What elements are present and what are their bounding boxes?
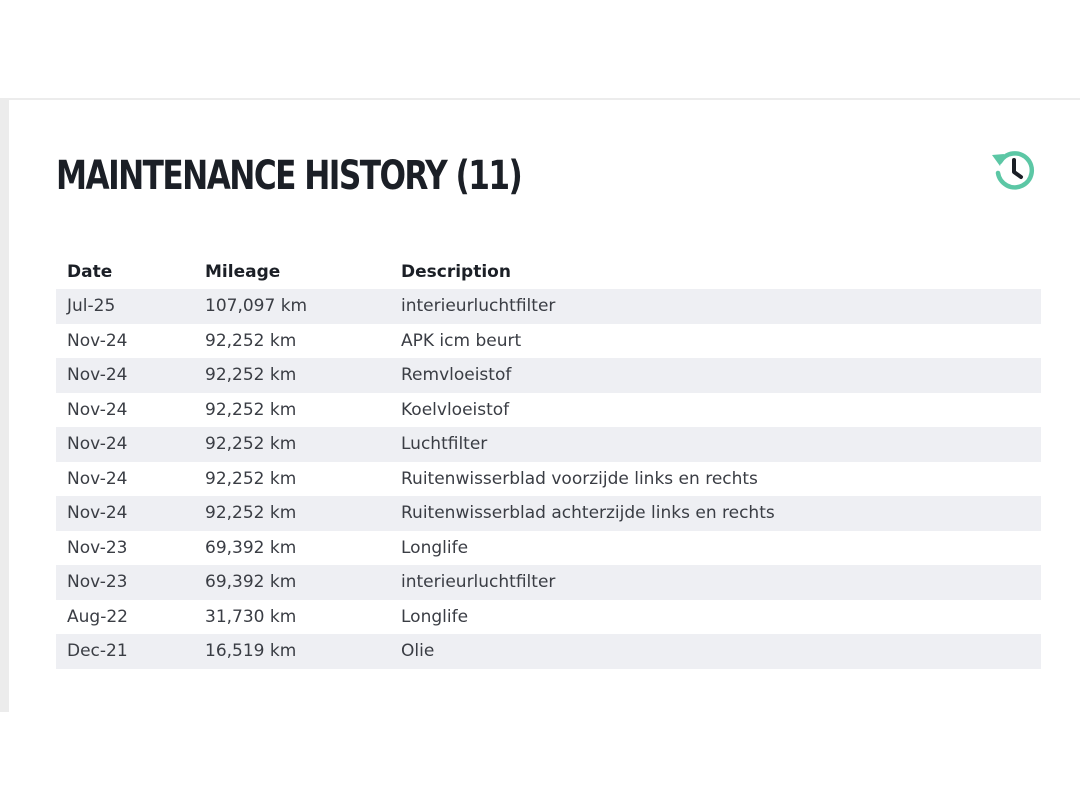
row-date: Nov-24 bbox=[56, 496, 194, 531]
row-description: Ruitenwisserblad voorzijde links en rechts bbox=[390, 462, 1041, 497]
row-date: Nov-23 bbox=[56, 565, 194, 600]
row-date: Nov-24 bbox=[56, 393, 194, 428]
table-row bbox=[56, 600, 1041, 635]
table-row bbox=[56, 496, 1041, 531]
table-row bbox=[56, 427, 1041, 462]
mileage-column-header: Mileage bbox=[205, 262, 281, 282]
row-mileage: 69,392 km bbox=[194, 565, 390, 600]
table-row bbox=[56, 324, 1041, 359]
row-description: Olie bbox=[390, 634, 1041, 669]
row-date: Nov-24 bbox=[56, 358, 194, 393]
table-row bbox=[56, 393, 1041, 428]
row-description: Ruitenwisserblad achterzijde links en rechts bbox=[390, 496, 1041, 531]
row-date: Nov-24 bbox=[56, 324, 194, 359]
card-left-border bbox=[0, 100, 9, 712]
table-header-row bbox=[56, 255, 1041, 289]
row-description: Luchtfilter bbox=[390, 427, 1041, 462]
row-date: Dec-21 bbox=[56, 634, 194, 669]
table-row bbox=[56, 565, 1041, 600]
top-banner bbox=[0, 0, 1080, 100]
table-row bbox=[56, 462, 1041, 497]
description-column-header: Description bbox=[401, 262, 511, 282]
row-description: interieurluchtfilter bbox=[390, 289, 1041, 324]
row-mileage: 92,252 km bbox=[194, 462, 390, 497]
section-title: MAINTENANCE HISTORY (11) bbox=[56, 153, 522, 199]
row-date: Nov-24 bbox=[56, 427, 194, 462]
maintenance-table bbox=[56, 255, 1041, 669]
row-description: Koelvloeistof bbox=[390, 393, 1041, 428]
row-mileage: 92,252 km bbox=[194, 427, 390, 462]
table-row bbox=[56, 289, 1041, 324]
row-mileage: 16,519 km bbox=[194, 634, 390, 669]
row-description: Longlife bbox=[390, 531, 1041, 566]
table-row bbox=[56, 531, 1041, 566]
row-date: Jul-25 bbox=[56, 289, 194, 324]
row-description: interieurluchtfilter bbox=[390, 565, 1041, 600]
row-date: Nov-24 bbox=[56, 462, 194, 497]
date-column-header: Date bbox=[67, 262, 113, 282]
row-description: Longlife bbox=[390, 600, 1041, 635]
row-mileage: 107,097 km bbox=[194, 289, 390, 324]
history-icon[interactable] bbox=[988, 145, 1038, 195]
row-date: Aug-22 bbox=[56, 600, 194, 635]
row-mileage: 92,252 km bbox=[194, 324, 390, 359]
table-row bbox=[56, 358, 1041, 393]
row-mileage: 92,252 km bbox=[194, 393, 390, 428]
row-mileage: 69,392 km bbox=[194, 531, 390, 566]
row-mileage: 92,252 km bbox=[194, 496, 390, 531]
row-date: Nov-23 bbox=[56, 531, 194, 566]
table-row bbox=[56, 634, 1041, 669]
row-mileage: 31,730 km bbox=[194, 600, 390, 635]
row-mileage: 92,252 km bbox=[194, 358, 390, 393]
row-description: APK icm beurt bbox=[390, 324, 1041, 359]
row-description: Remvloeistof bbox=[390, 358, 1041, 393]
